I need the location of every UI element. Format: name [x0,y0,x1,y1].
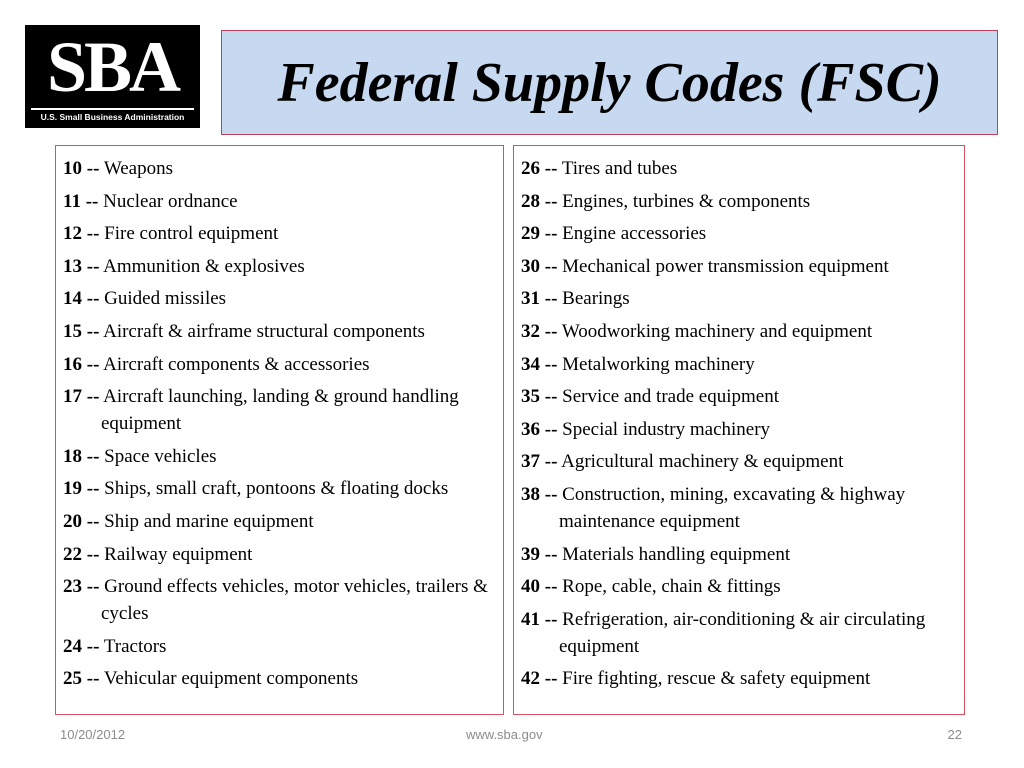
fsc-code: 42 -- [521,668,558,690]
fsc-description: Railway equipment [99,543,253,565]
fsc-description: Vehicular equipment components [99,668,359,690]
list-item [63,541,499,568]
fsc-description: Guided missiles [99,288,227,310]
fsc-description: Fire control equipment [99,223,279,245]
fsc-code: 13 -- [63,255,100,277]
list-item [521,383,960,410]
list-item [63,351,499,378]
fsc-description: Ground effects vehicles, motor vehicles, trailers & cycles [99,576,488,625]
fsc-description: Materials handling equipment [557,543,791,565]
fsc-description: Space vehicles [99,445,217,467]
fsc-description: Mechanical power transmission equipment [557,255,889,277]
fsc-code: 11 -- [63,190,99,212]
list-item [63,318,499,345]
title-banner [221,30,998,135]
list-item [521,573,960,600]
footer-url: www.sba.gov [466,727,543,742]
fsc-code: 14 -- [63,288,100,310]
fsc-code: 16 -- [63,353,100,375]
fsc-description: Metalworking machinery [557,353,755,375]
fsc-description: Weapons [99,158,173,179]
list-item [521,188,960,215]
list-item [521,285,960,312]
fsc-description: Refrigeration, air-conditioning & air circulating equipment [557,608,926,657]
list-item [63,188,499,215]
fsc-code: 26 -- [521,158,558,179]
slide-title: Federal Supply Codes (FSC) [277,51,942,114]
list-item [63,665,499,692]
list-item [63,155,499,182]
fsc-description: Engine accessories [557,223,707,245]
fsc-description: Special industry machinery [557,418,771,440]
right-code-list-box [513,145,965,715]
right-code-list [521,155,960,698]
list-item [521,220,960,247]
list-item [521,416,960,443]
fsc-code: 31 -- [521,288,558,310]
fsc-code: 29 -- [521,223,558,245]
list-item [521,541,960,568]
fsc-description: Bearings [557,288,630,310]
fsc-description: Ships, small craft, pontoons & floating docks [99,478,449,500]
fsc-code: 37 -- [521,451,558,473]
fsc-code: 24 -- [63,635,100,657]
fsc-code: 30 -- [521,255,558,277]
footer-date: 10/20/2012 [60,727,126,742]
fsc-code: 32 -- [521,320,558,342]
list-item [63,285,499,312]
list-item [63,383,499,437]
fsc-description: Engines, turbines & components [557,190,811,212]
fsc-code: 39 -- [521,543,558,565]
fsc-code: 12 -- [63,223,100,245]
list-item [521,351,960,378]
list-item [521,606,960,660]
list-item [63,475,499,502]
fsc-code: 17 -- [63,386,100,408]
fsc-description: Construction, mining, excavating & highway maintenance equipment [557,483,906,532]
fsc-code: 34 -- [521,353,558,375]
fsc-description: Rope, cable, chain & fittings [557,576,781,598]
list-item [63,220,499,247]
fsc-code: 35 -- [521,386,558,408]
list-item [521,253,960,280]
fsc-code: 22 -- [63,543,100,565]
left-code-list-box [55,145,504,715]
fsc-code: 41 -- [521,608,558,630]
fsc-description: Aircraft components & accessories [99,353,370,375]
fsc-description: Nuclear ordnance [98,190,238,212]
list-item [63,253,499,280]
fsc-description: Agricultural machinery & equipment [557,451,844,473]
sba-logo [25,25,200,128]
list-item [63,573,499,627]
list-item [521,481,960,535]
fsc-code: 25 -- [63,668,100,690]
fsc-description: Tractors [99,635,167,657]
list-item [63,443,499,470]
fsc-description: Service and trade equipment [557,386,779,408]
list-item [521,155,960,182]
logo-divider [31,108,194,110]
fsc-code: 10 -- [63,158,100,179]
list-item [63,508,499,535]
fsc-description: Aircraft launching, landing & ground handling equipment [99,386,459,435]
fsc-code: 36 -- [521,418,558,440]
logo-wordmark: SBA [46,27,179,107]
fsc-code: 23 -- [63,576,100,598]
fsc-code: 20 -- [63,510,100,532]
list-item [521,318,960,345]
fsc-description: Tires and tubes [557,158,678,179]
fsc-code: 19 -- [63,478,100,500]
fsc-code: 28 -- [521,190,558,212]
fsc-description: Ammunition & explosives [99,255,305,277]
fsc-code: 15 -- [63,320,100,342]
list-item [63,633,499,660]
list-item [521,448,960,475]
left-code-list [63,155,499,698]
logo-tagline: U.S. Small Business Administration [40,112,185,122]
fsc-code: 38 -- [521,483,558,505]
page-number: 22 [947,727,962,742]
fsc-description: Aircraft & airframe structural components [99,320,425,342]
fsc-code: 40 -- [521,576,558,598]
list-item [521,665,960,692]
fsc-description: Fire fighting, rescue & safety equipment [557,668,871,690]
fsc-description: Woodworking machinery and equipment [557,320,873,342]
fsc-code: 18 -- [63,445,100,467]
fsc-description: Ship and marine equipment [99,510,314,532]
